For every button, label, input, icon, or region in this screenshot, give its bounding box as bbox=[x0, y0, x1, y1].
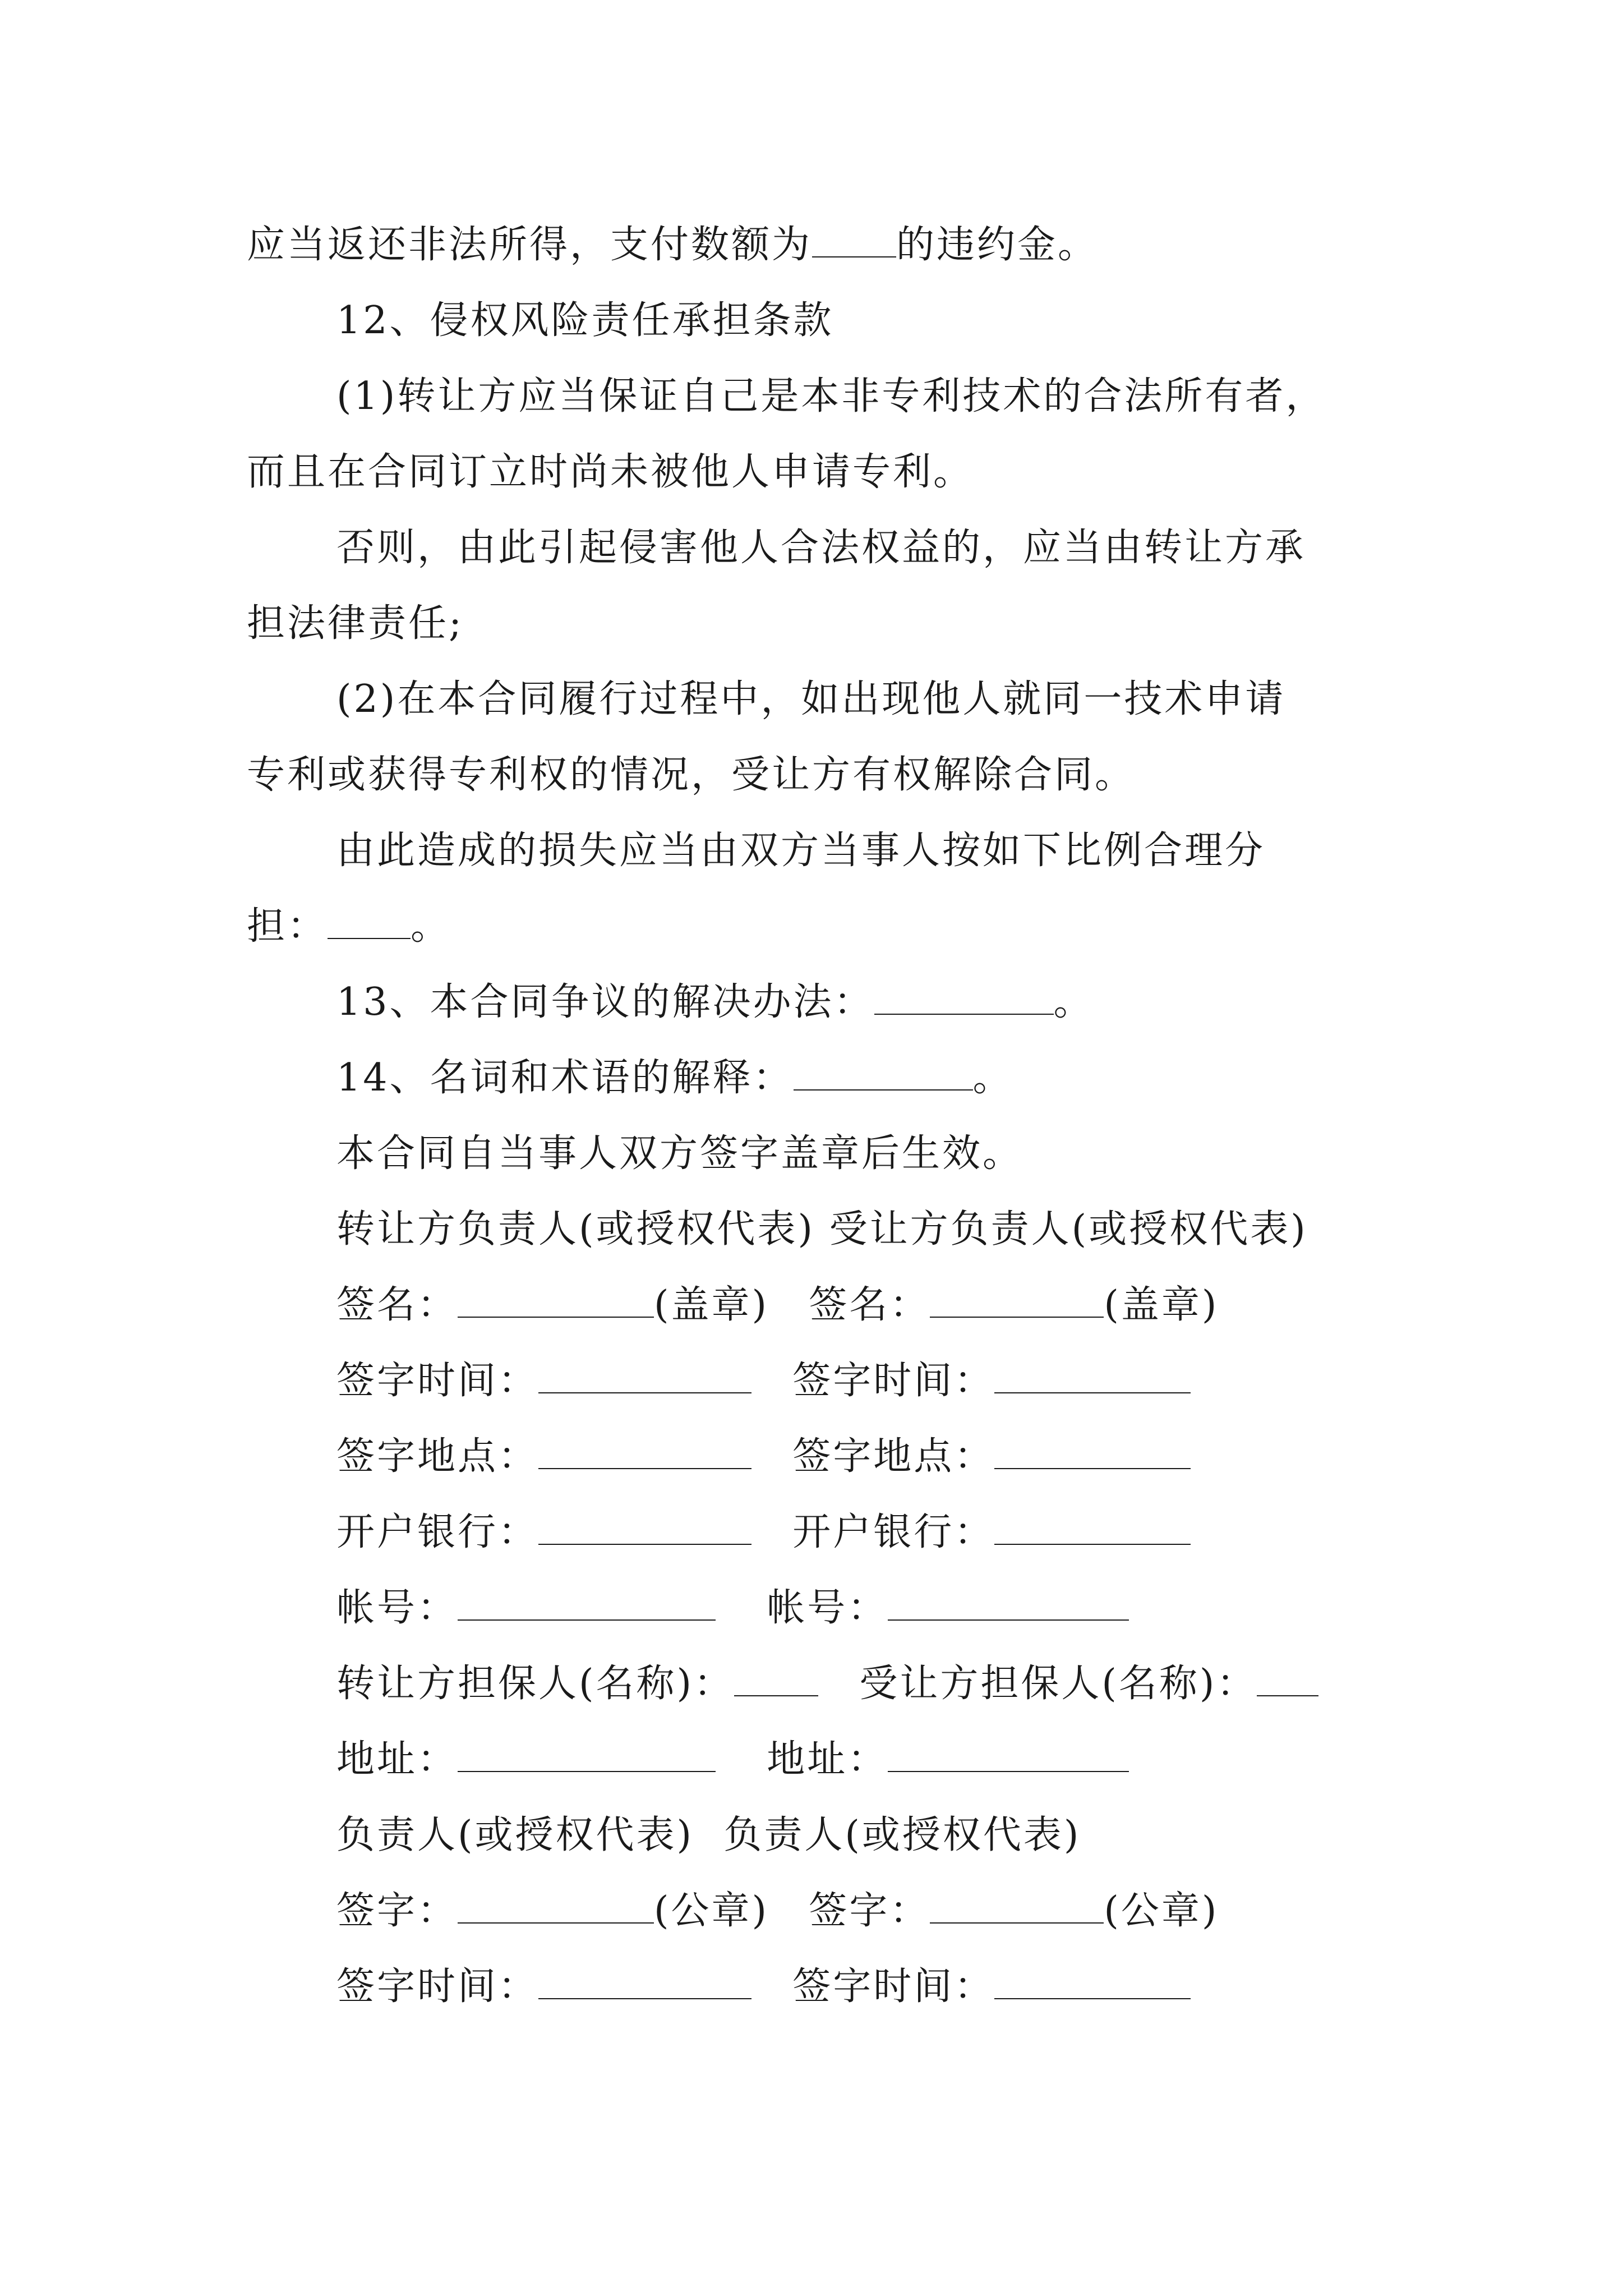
fill-blank[interactable] bbox=[930, 1284, 1104, 1318]
label: 签字时间： bbox=[336, 1964, 539, 2009]
fill-blank[interactable] bbox=[930, 1890, 1104, 1924]
fill-blank[interactable] bbox=[734, 1663, 818, 1696]
fill-blank[interactable] bbox=[538, 1435, 751, 1469]
fill-blank[interactable] bbox=[874, 981, 1054, 1015]
fill-blank[interactable] bbox=[994, 1360, 1191, 1393]
text-line: 转让方负责人(或授权代表) 受让方负责人(或授权代表) bbox=[336, 1207, 1308, 1251]
label: 负责人(或授权代表) bbox=[723, 1813, 1081, 1857]
text-segment: 13、本合同争议的解决办法： bbox=[336, 980, 874, 1024]
text-segment: 应当返还非法所得，支付数额为 bbox=[247, 223, 813, 267]
fill-blank[interactable] bbox=[538, 1966, 751, 1999]
label: (盖章) bbox=[654, 1283, 769, 1327]
label: 帐号： bbox=[336, 1586, 458, 1630]
fill-blank[interactable] bbox=[1257, 1663, 1318, 1696]
text-line: (1)转让方应当保证自己是本非专利技术的合法所有者， bbox=[336, 374, 1326, 418]
sign-line bbox=[336, 1280, 1219, 1331]
account-line bbox=[336, 1583, 1129, 1634]
fill-blank[interactable] bbox=[458, 1284, 654, 1318]
text-line: 由此造成的损失应当由双方当事人按如下比例合理分 bbox=[336, 829, 1266, 873]
label: 地址： bbox=[767, 1737, 888, 1782]
text-segment: 的违约金。 bbox=[896, 223, 1099, 267]
fill-blank[interactable] bbox=[328, 905, 411, 939]
guarantor-line bbox=[336, 1659, 1318, 1709]
text-line bbox=[336, 977, 1094, 1028]
sign-time-line-2 bbox=[336, 1962, 1191, 2012]
sign-seal-line bbox=[336, 1886, 1219, 1936]
text-segment: 。 bbox=[411, 904, 451, 949]
label: 转让方担保人(名称)： bbox=[336, 1662, 735, 1706]
fill-blank[interactable] bbox=[812, 224, 896, 257]
sign-time-line bbox=[336, 1356, 1191, 1406]
label: (公章) bbox=[654, 1889, 769, 1933]
label: 负责人(或授权代表) bbox=[336, 1813, 694, 1857]
label: 开户银行： bbox=[336, 1510, 539, 1554]
sign-place-line bbox=[336, 1432, 1191, 1482]
label: 签字地点： bbox=[336, 1434, 539, 1479]
text-segment: 担： bbox=[247, 904, 328, 949]
fill-blank[interactable] bbox=[538, 1360, 751, 1393]
fill-blank[interactable] bbox=[538, 1511, 751, 1545]
fill-blank[interactable] bbox=[888, 1587, 1129, 1621]
text-line: 而且在合同订立时尚未被他人申请专利。 bbox=[247, 450, 974, 494]
fill-blank[interactable] bbox=[458, 1890, 654, 1924]
text-line bbox=[247, 901, 451, 952]
section-heading: 12、侵权风险责任承担条款 bbox=[336, 298, 834, 343]
address-line bbox=[336, 1734, 1129, 1785]
text-line: (2)在本合同履行过程中，如出现他人就同一技术申请 bbox=[336, 677, 1286, 721]
label: 地址： bbox=[336, 1737, 458, 1782]
text-segment: 。 bbox=[1053, 980, 1094, 1024]
fill-blank[interactable] bbox=[794, 1057, 973, 1091]
label: 签字地点： bbox=[792, 1434, 995, 1479]
label: 帐号： bbox=[767, 1586, 888, 1630]
text-line bbox=[247, 220, 1098, 270]
fill-blank[interactable] bbox=[888, 1738, 1129, 1772]
text-segment: 14、名词和术语的解释： bbox=[336, 1056, 794, 1100]
text-line: 否则，由此引起侵害他人合法权益的，应当由转让方承 bbox=[336, 526, 1306, 570]
fill-blank[interactable] bbox=[994, 1511, 1191, 1545]
fill-blank[interactable] bbox=[994, 1435, 1191, 1469]
rep-line bbox=[336, 1810, 1081, 1861]
label: 签字： bbox=[336, 1889, 458, 1933]
label: (盖章) bbox=[1104, 1283, 1219, 1327]
label: 签字时间： bbox=[792, 1964, 995, 2009]
text-segment: 。 bbox=[972, 1056, 1013, 1100]
label: 签名： bbox=[336, 1283, 458, 1327]
label: 签字时间： bbox=[792, 1359, 995, 1403]
bank-line bbox=[336, 1507, 1191, 1558]
label: 签字时间： bbox=[336, 1359, 539, 1403]
fill-blank[interactable] bbox=[458, 1587, 716, 1621]
fill-blank[interactable] bbox=[458, 1738, 716, 1772]
fill-blank[interactable] bbox=[994, 1966, 1191, 1999]
label: 开户银行： bbox=[792, 1510, 995, 1554]
label: 受让方担保人(名称)： bbox=[859, 1662, 1257, 1706]
label: 签名： bbox=[809, 1283, 930, 1327]
text-line bbox=[336, 1053, 1013, 1103]
text-line: 本合同自当事人双方签字盖章后生效。 bbox=[336, 1131, 1023, 1176]
label: 签字： bbox=[809, 1889, 930, 1933]
text-line: 专利或获得专利权的情况，受让方有权解除合同。 bbox=[247, 753, 1136, 797]
text-line: 担法律责任; bbox=[247, 601, 464, 646]
label: (公章) bbox=[1104, 1889, 1219, 1933]
